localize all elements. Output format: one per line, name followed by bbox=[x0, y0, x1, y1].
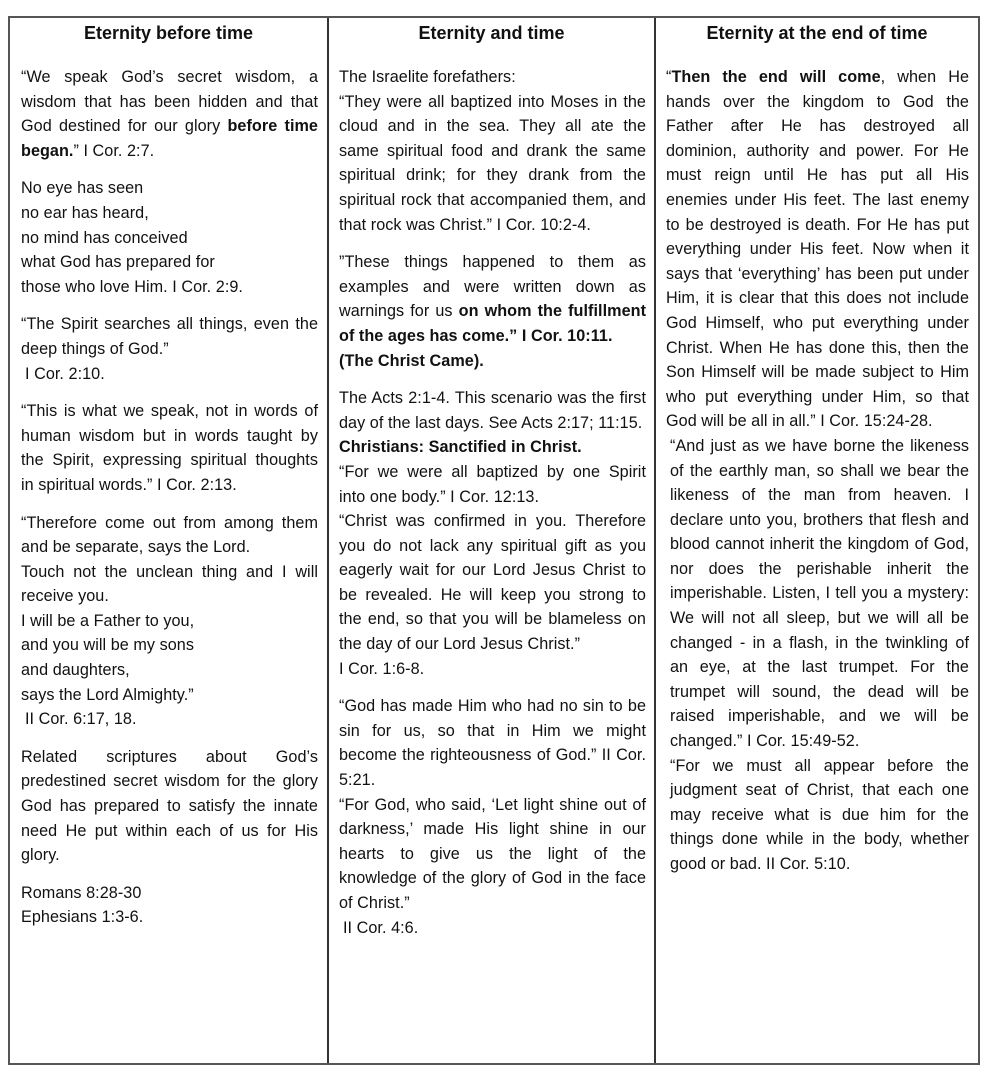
quote-paragraph: “For we must all appear before the judgment seat of Christ, that each one may receive what is due him for the things done while in the body, whether good or bad. II Cor. 5:10. bbox=[670, 756, 969, 873]
quote-reference: ” I Cor. 2:7. bbox=[73, 141, 155, 160]
quote-paragraph: “This is what we speak, not in words of human wisdom but in words taught by the Spirit, expressing spiritual thoughts in spiritual words.” I Cor. 2:13. bbox=[21, 402, 318, 494]
column-eternity-and-time bbox=[329, 18, 656, 1063]
poem-block bbox=[21, 176, 318, 299]
quote-line: I will be a Father to you, bbox=[21, 611, 195, 630]
quote-reference: II Cor. 4:6. bbox=[343, 918, 419, 937]
quote-text: , when He hands over the kingdom to God the Father after He has destroyed all dominion, authority and power. For He must reign until He has put all His enemies under His feet. The last enemy to be destroyed is death. For He has put everything under His feet. Now when it says that ‘everything’ has been put under Him, it is clear that this does not include God Himself, who put everything under Christ. When He has done this, then the Son Himself will be made subject to Him who put everything under Him, so that God will be all in all.” I Cor. 15:24-28. bbox=[666, 68, 969, 431]
quote-line: and you will be my sons bbox=[21, 636, 194, 655]
quote-text: ”These things happened to them as examples and were written down as warnings for us bbox=[339, 253, 646, 321]
poem-line: no ear has heard, bbox=[21, 203, 149, 222]
quote-reference: I Cor. 2:10. bbox=[25, 364, 105, 383]
quote-emphasis: on whom the fulfillment of the ages has come.” I Cor. 10:11. bbox=[339, 302, 647, 345]
quote-paragraph: “God has made Him who had no sin to be sin for us, so that in Him we might become the righteousness of God.” II Cor. 5:21. bbox=[339, 697, 646, 790]
note-line: (The Christ Came). bbox=[339, 351, 484, 370]
quote-paragraph: “Therefore come out from among them and be separate, says the Lord. bbox=[21, 513, 318, 557]
quote-paragraph: “And just as we have borne the likeness of the earthly man, so shall we bear the likeness of the man from heaven. I declare unto you, brothers that flesh and blood cannot inherit the kingdom of God, nor does the perishable inherit the imperishable. Listen, I tell you a mystery: We will not all sleep, but we will all be changed - in a flash, in the twinkling of an eye, at the last trumpet. For the trumpet will sound, the dead will be raised imperishable, and we will be changed.” I Cor. 15:49-52. bbox=[670, 436, 969, 751]
quote-text: “We speak God’s secret wisdom, a wisdom that has been hidden and that God destined for our glory bbox=[21, 68, 318, 136]
column-eternity-at-end-of-time bbox=[656, 18, 978, 1063]
scripture-table bbox=[8, 16, 980, 1065]
section-subheading: Christians: Sanctified in Christ. bbox=[339, 438, 582, 457]
column-eternity-before-time bbox=[10, 18, 329, 1063]
intro-line: The Israelite forefathers: bbox=[339, 68, 516, 86]
column-header: Eternity at the end of time bbox=[706, 23, 928, 43]
poem-line: no mind has conceived bbox=[21, 228, 188, 247]
quote-mark: “ bbox=[666, 68, 672, 86]
quote-emphasis: before time began. bbox=[21, 117, 318, 160]
quote-reference: II Cor. 6:17, 18. bbox=[25, 710, 137, 729]
reference-list bbox=[21, 881, 318, 930]
reference-item: Romans 8:28-30 bbox=[21, 883, 142, 902]
poem-line: No eye has seen bbox=[21, 179, 144, 198]
column-header: Eternity before time bbox=[83, 23, 254, 43]
quote-lines bbox=[21, 609, 318, 707]
quote-line: and daughters, bbox=[21, 661, 130, 680]
poem-line: what God has prepared for bbox=[21, 253, 215, 272]
quote-paragraph: Touch not the unclean thing and I will receive you. bbox=[21, 562, 318, 606]
quote-reference: I Cor. 1:6-8. bbox=[339, 659, 425, 678]
poem-line: those who love Him. I Cor. 2:9. bbox=[21, 277, 243, 296]
quote-paragraph: “The Spirit searches all things, even the deep things of God.” bbox=[21, 315, 318, 358]
quote-paragraph: “They were all baptized into Moses in the cloud and in the sea. They all ate the same spiritual food and drank the same spiritual drink; for they drank from the spiritual rock that accompanied them, and that rock was Christ.” I Cor. 10:2-4. bbox=[339, 92, 646, 234]
quote-paragraph: “For we were all baptized by one Spirit into one body.” I Cor. 12:13. bbox=[339, 462, 646, 506]
column-body bbox=[656, 65, 978, 877]
acts-paragraph: The Acts 2:1-4. This scenario was the first day of the last days. See Acts 2:17; 11:15. bbox=[339, 389, 646, 432]
column-body bbox=[10, 65, 327, 930]
column-header: Eternity and time bbox=[418, 23, 565, 43]
reference-item: Ephesians 1:3-6. bbox=[21, 908, 144, 927]
quote-paragraph bbox=[21, 65, 318, 163]
quote-paragraph bbox=[666, 65, 969, 434]
related-paragraph: Related scriptures about God’s predestined secret wisdom for the glory God has prepared to satisfy the innate need He put within each of us for His glory. bbox=[21, 747, 318, 865]
quote-emphasis: Then the end will come bbox=[671, 68, 881, 86]
quote-paragraph bbox=[339, 250, 646, 348]
quote-paragraph: “For God, who said, ‘Let light shine out of darkness,’ made His light shine in our hearts to give us the light of the knowledge of the glory of God in the face of Christ.” bbox=[339, 795, 646, 912]
quote-line: says the Lord Almighty.” bbox=[21, 685, 194, 704]
column-body bbox=[329, 65, 654, 940]
quote-paragraph: “Christ was confirmed in you. Therefore you do not lack any spiritual gift as you eagerly wait for our Lord Jesus Christ to be revealed. He will keep you strong to the end, so that you will be blameless on the day of our Lord Jesus Christ.” bbox=[339, 512, 646, 654]
